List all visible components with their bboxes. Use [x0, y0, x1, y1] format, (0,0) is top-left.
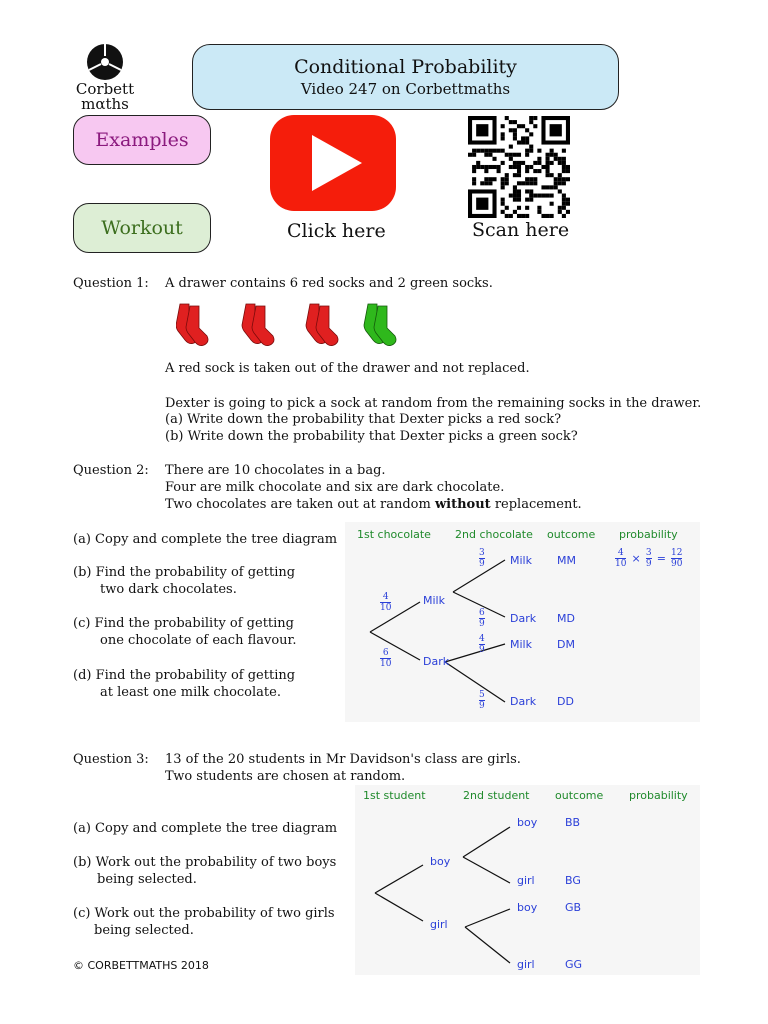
q2-prob-milk-dark: $\frac{6}{9}$: [479, 608, 485, 629]
q3-part-c1: (c) Work out the probability of two girls: [73, 906, 335, 921]
q3-first-girl: girl: [430, 918, 448, 931]
q2-header-probability: probability: [619, 528, 678, 541]
q2-prob-dark-milk: $\frac{4}{9}$: [479, 634, 485, 655]
q3-outcome-bb: BB: [565, 816, 581, 829]
corbettmaths-logo: [70, 42, 140, 112]
q3-outcome-bg: BG: [565, 874, 581, 887]
q2-outcome-md: MD: [557, 612, 575, 625]
q3-header-2nd: 2nd student: [463, 789, 530, 802]
q2-outcome-dd: DD: [557, 695, 574, 708]
title-box: [192, 44, 619, 110]
q1-line1: A drawer contains 6 red socks and 2 green socks.: [165, 276, 493, 291]
q2-prob-milk-first: $\frac{4}{10}$: [380, 592, 392, 613]
q2-first-dark: Dark: [423, 655, 450, 668]
red-sock-pair-icon: [176, 304, 208, 346]
q2-second-dark-2: Dark: [510, 695, 537, 708]
q3-part-b1: (b) Work out the probability of two boys: [73, 855, 337, 870]
q1-part-b: (b) Write down the probability that Dexter picks a green sock?: [165, 429, 578, 444]
socks-row: [176, 300, 426, 352]
green-sock-pair-icon: [364, 304, 396, 346]
q3-part-b2: being selected.: [97, 872, 197, 887]
q2-part-c2: one chocolate of each flavour.: [100, 633, 297, 648]
q1-line3: Dexter is going to pick a sock at random from the remaining socks in the drawer.: [165, 396, 702, 411]
q2-outcome-mm: MM: [557, 554, 576, 567]
q3-second-boy-2: boy: [517, 901, 538, 914]
q2-first-milk: Milk: [423, 594, 445, 607]
q3-header-outcome: outcome: [555, 789, 604, 802]
q2-part-a: (a) Copy and complete the tree diagram: [73, 532, 338, 547]
click-here-caption[interactable]: Click here: [287, 220, 386, 242]
q2-header-1st: 1st chocolate: [357, 528, 431, 541]
page-subtitle: Video 247 on Corbettmaths: [300, 80, 511, 98]
q3-second-girl-1: girl: [517, 874, 535, 887]
q2-part-d1: (d) Find the probability of getting: [73, 668, 296, 683]
q3-part-c2: being selected.: [94, 923, 194, 938]
q2-line3: Two chocolates are taken out at random without replacement.: [165, 497, 582, 512]
q2-second-dark-1: Dark: [510, 612, 537, 625]
play-icon: [270, 115, 396, 211]
workout-button[interactable]: Workout: [73, 203, 211, 253]
q2-second-milk-1: Milk: [510, 554, 532, 567]
logo-text-line1: Corbett: [75, 80, 135, 98]
logo-text-line2: mαths: [81, 95, 129, 113]
scan-here-caption: Scan here: [472, 219, 570, 241]
q3-outcome-gb: GB: [565, 901, 582, 914]
q2-prob-dark-first: $\frac{6}{10}$: [380, 648, 392, 669]
q2-label: Question 2:: [73, 463, 149, 478]
q1-line2: A red sock is taken out of the drawer and not replaced.: [165, 361, 530, 376]
q2-part-b2: two dark chocolates.: [100, 582, 237, 597]
q3-first-boy: boy: [430, 855, 451, 868]
red-sock-pair-icon: [242, 304, 274, 346]
logo-emblem-icon: [83, 42, 127, 82]
q3-outcome-gg: GG: [565, 958, 583, 971]
socks-illustration: [176, 300, 426, 348]
q2-header-outcome: outcome: [547, 528, 596, 541]
q3-tree-diagram: [355, 785, 700, 975]
q3-second-girl-2: girl: [517, 958, 535, 971]
q2-prob-milk-milk: $\frac{3}{9}$: [479, 548, 485, 569]
red-sock-pair-icon: [306, 304, 338, 346]
q3-second-boy-1: boy: [517, 816, 538, 829]
q2-probability-example: $\frac{4}{10}$ × $\frac{3}{9}$ = $\frac{12}{90}$: [615, 548, 683, 569]
q2-line1: There are 10 chocolates in a bag.: [165, 463, 386, 478]
q3-header-probability: probability: [629, 789, 688, 802]
qr-code[interactable]: [468, 116, 570, 218]
copyright-footer: © CORBETTMATHS 2018: [73, 959, 209, 972]
q2-tree-diagram: [345, 522, 700, 722]
q2-prob-dark-dark: $\frac{5}{9}$: [479, 690, 485, 711]
q2-line2: Four are milk chocolate and six are dark chocolate.: [165, 480, 505, 495]
q2-part-d2: at least one milk chocolate.: [100, 685, 281, 700]
q2-outcome-dm: DM: [557, 638, 575, 651]
q2-part-c1: (c) Find the probability of getting: [73, 616, 294, 631]
page-title: Conditional Probability: [294, 56, 517, 78]
q3-line2: Two students are chosen at random.: [165, 769, 406, 784]
q2-second-milk-2: Milk: [510, 638, 532, 651]
youtube-play-button[interactable]: [270, 115, 396, 211]
q1-part-a: (a) Write down the probability that Dexter picks a red sock?: [165, 412, 562, 427]
q3-header-1st: 1st student: [363, 789, 426, 802]
q3-label: Question 3:: [73, 752, 149, 767]
q1-label: Question 1:: [73, 276, 149, 291]
q3-line1: 13 of the 20 students in Mr Davidson's class are girls.: [165, 752, 521, 767]
q3-part-a: (a) Copy and complete the tree diagram: [73, 821, 338, 836]
q2-part-b1: (b) Find the probability of getting: [73, 565, 296, 580]
examples-button[interactable]: Examples: [73, 115, 211, 165]
qr-code-icon: [468, 116, 570, 218]
q2-header-2nd: 2nd chocolate: [455, 528, 533, 541]
